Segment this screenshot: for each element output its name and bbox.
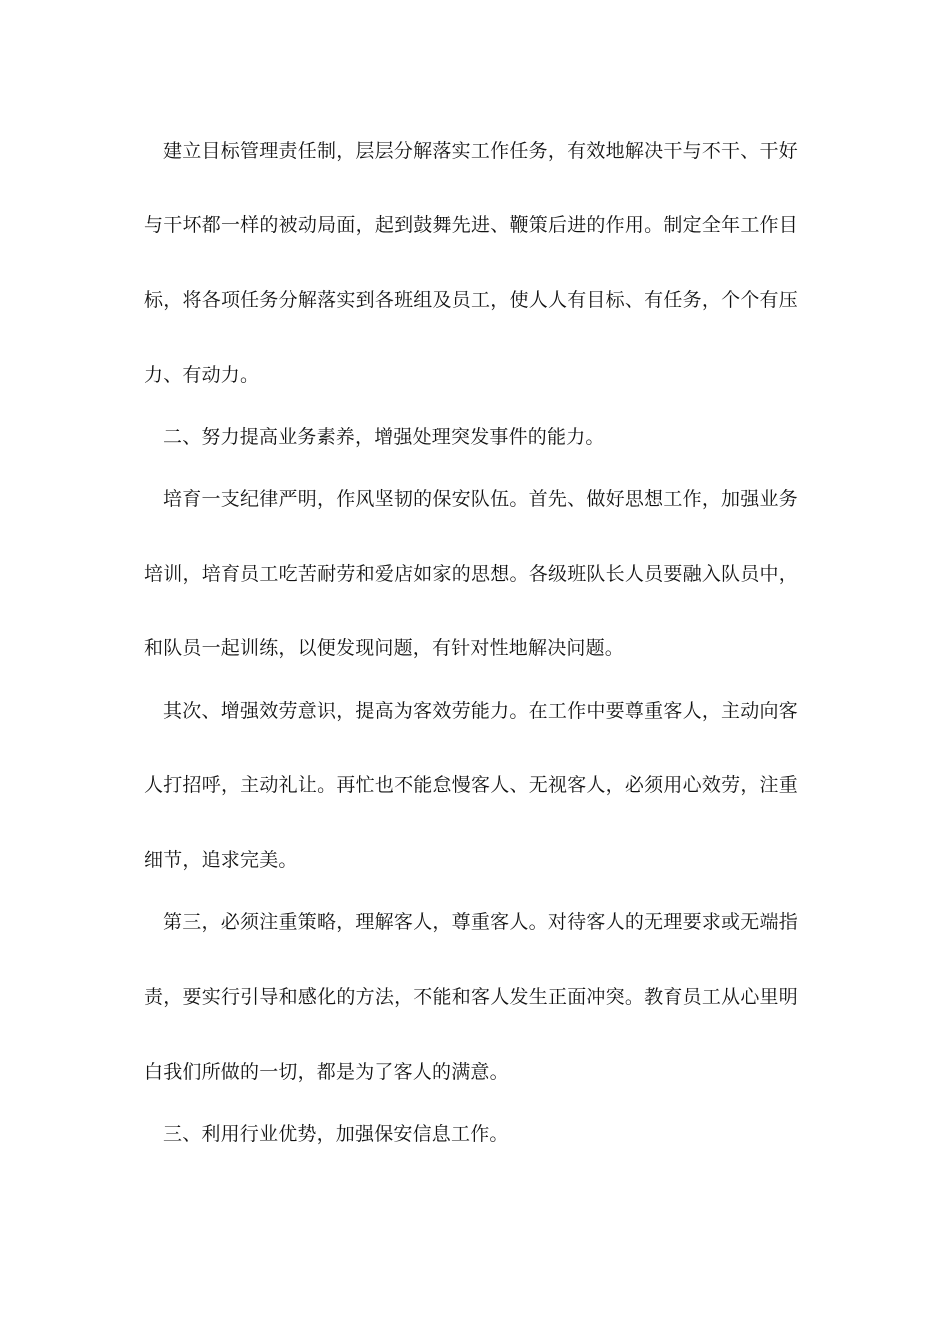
paragraph-2-line-2: 培训，培育员工吃苦耐劳和爱店如家的思想。各级班队长人员要融入队员中， bbox=[144, 563, 798, 585]
paragraph-1-line-4: 力、有动力。 bbox=[144, 364, 260, 386]
paragraph-4-line-3: 白我们所做的一切，都是为了客人的满意。 bbox=[144, 1061, 509, 1083]
section-heading-2: 二、努力提高业务素养，增强处理突发事件的能力。 bbox=[163, 426, 605, 448]
paragraph-4-line-1: 第三，必须注重策略，理解客人，尊重客人。对待客人的无理要求或无端指 bbox=[163, 911, 798, 933]
paragraph-2-line-3: 和队员一起训练，以便发现问题，有针对性地解决问题。 bbox=[144, 637, 625, 659]
paragraph-3-line-2: 人打招呼，主动礼让。再忙也不能怠慢客人、无视客人，必须用心效劳，注重 bbox=[144, 774, 798, 796]
section-heading-3: 三、利用行业优势，加强保安信息工作。 bbox=[163, 1123, 509, 1145]
paragraph-4-line-2: 责，要实行引导和感化的方法，不能和客人发生正面冲突。教育员工从心里明 bbox=[144, 986, 798, 1008]
paragraph-1-line-3: 标，将各项任务分解落实到各班组及员工，使人人有目标、有任务，个个有压 bbox=[144, 289, 798, 311]
paragraph-1-line-1: 建立目标管理责任制，层层分解落实工作任务，有效地解决干与不干、干好 bbox=[163, 140, 798, 162]
paragraph-3-line-1: 其次、增强效劳意识，提高为客效劳能力。在工作中要尊重客人，主动向客 bbox=[163, 700, 798, 722]
paragraph-1-line-2: 与干坏都一样的被动局面，起到鼓舞先进、鞭策后进的作用。制定全年工作目 bbox=[144, 214, 798, 236]
paragraph-2-line-1: 培育一支纪律严明，作风坚韧的保安队伍。首先、做好思想工作，加强业务 bbox=[163, 488, 798, 510]
paragraph-3-line-3: 细节，追求完美。 bbox=[144, 849, 298, 871]
